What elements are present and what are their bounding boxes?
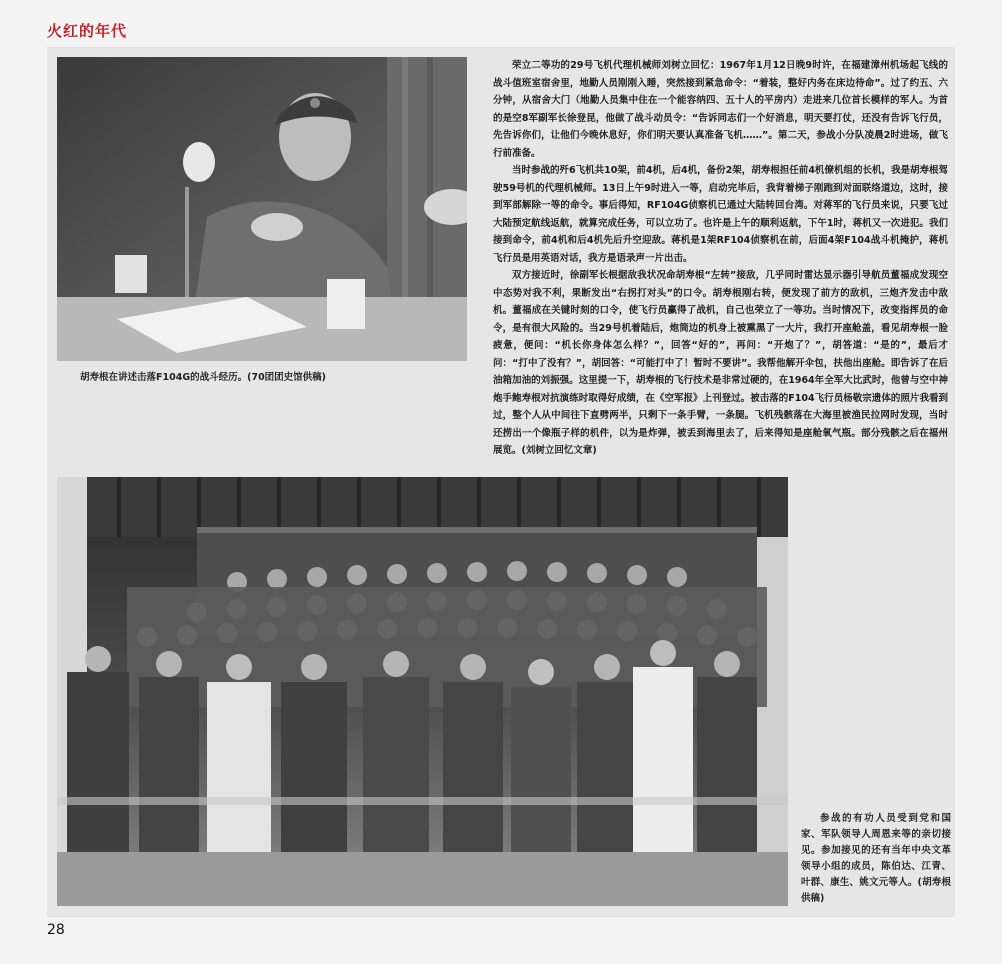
group-photo-caption-text: 参战的有功人员受到党和国家、军队领导人周恩来等的亲切接见。参加接见的还有当年中央文革领导小组的成员，陈伯达、江青、叶群、康生、姚文元等人。(胡寿根供稿) [801, 813, 951, 904]
group-photo [57, 477, 788, 906]
page-number: 28 [47, 922, 65, 938]
group-photo-caption [801, 811, 951, 907]
section-title: 火红的年代 [47, 22, 128, 40]
article-paragraph: 荣立二等功的29号飞机代理机械师刘树立回忆：1967年1月12日晚9时许，在福建漳州机场起飞线的战斗值班室宿舍里，地勤人员刚刚入睡，突然接到紧急命令：“着装，整好内务在床边待命”。过了约五、六分钟，从宿舍大门（地勤人员集中住在一个能容纳四、五十人的平房内）走进来几位首长模样的军人。为首的是空8军副军长徐登昆，他做了战斗动员令：“告诉同志们一个好消息，明天要打仗，还没有告诉飞行员，先告诉你们，让他们今晚休息好，你们明天要认真准备飞机……”。第二天，参战小分队凌晨2时进场，做飞行前准备。 [493, 60, 948, 159]
article-paragraph: 双方接近时，徐副军长根据敌我状况命胡寿根“左转”接敌，几乎同时雷达显示器引导航员董福成发现空中态势对我不利，果断发出“右拐打对头”的口令。胡寿根刚右转，便发现了前方的敌机，三炮齐发击中敌机。董福成在关键时刻的口令，使飞行员赢得了战机，自己也荣立了一等功。当时情况下，改变指挥员的命令，是有很大风险的。当29号机着陆后，炮筒边的机身上被熏黑了一大片，我打开座舱盖，看见胡寿根一脸疲惫，便问：“机长你身体怎么样？”，回答“好的”，再问：“开炮了？”，胡答道：“是的”，最后才问：“打中了没有？”，胡回答：“可能打中了！暂时不要讲”。我帮他解开伞包，扶他出座舱。即告诉了在后油箱加油的刘振强。这里提一下，胡寿根的飞行技术是非常过硬的，在1964年全军大比武时，他曾与空中神炮手鲍寿根对抗演练时取得好成绩，在《空军报》上刊登过。被击落的F104飞行员杨敬宗遗体的照片我看到过，整个人从中间往下直劈两半，只剩下一条手臂，一条腿。飞机残骸落在大海里被渔民拉网时发现，当时还捞出一个像瓶子样的机件，以为是炸弹，被丢到海里去了，后来得知是座舱氧气瓶。部分残骸之后在福州展览。(刘树立回忆文章) [493, 270, 948, 456]
speaker-photo [57, 57, 467, 361]
article-body [493, 57, 948, 460]
speaker-photo-caption: 胡寿根在讲述击落F104G的战斗经历。(70团团史馆供稿) [80, 372, 327, 383]
group-photo-image [57, 477, 788, 906]
speaker-photo-image [57, 57, 467, 361]
article-paragraph: 当时参战的歼6飞机共10架，前4机，后4机，备份2架，胡寿根担任前4机僚机组的长机，我是胡寿根驾驶59号机的代理机械师。13日上午9时进入一等，启动完毕后，我背着梯子刚跑到对面联络道边，这时，接到军部解除一等的命令。事后得知，RF104G侦察机已通过大陆转回台湾。对蒋军的飞行员来说，只要飞过大陆预定航线返航，就算完成任务，可以立功了。也许是上午的顺利返航，下午1时，蒋机又一次进犯。我们接到命令，前4机和后4机先后升空迎敌。蒋机是1架RF104侦察机在前，后面4架F104战斗机掩护，蒋机飞行员是用英语对话，我方是语录声一片出击。 [493, 165, 948, 264]
